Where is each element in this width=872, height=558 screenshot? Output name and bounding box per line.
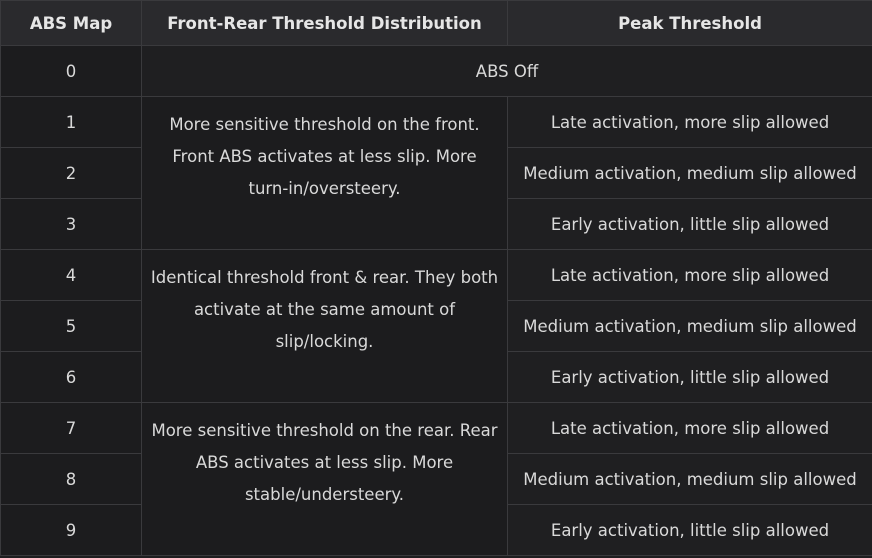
- abs-map-value: 5: [1, 301, 142, 352]
- peak-threshold-cell: Early activation, little slip allowed: [508, 352, 872, 403]
- abs-map-value: 3: [1, 199, 142, 250]
- table-row: [1, 403, 872, 454]
- peak-threshold-cell: Medium activation, medium slip allowed: [508, 148, 872, 199]
- abs-map-value: 6: [1, 352, 142, 403]
- abs-map-value: 7: [1, 403, 142, 454]
- header-row: [1, 1, 872, 46]
- peak-threshold-cell: Late activation, more slip allowed: [508, 97, 872, 148]
- table-row: [1, 46, 872, 97]
- peak-threshold-cell: Early activation, little slip allowed: [508, 505, 872, 556]
- peak-threshold-cell: Early activation, little slip allowed: [508, 199, 872, 250]
- header-distribution: Front-Rear Threshold Distribution: [142, 1, 508, 46]
- distribution-cell: More sensitive threshold on the rear. Rear ABS activates at less slip. More stable/understeery.: [142, 403, 508, 556]
- abs-map-value: 0: [1, 46, 142, 97]
- distribution-cell: Identical threshold front & rear. They both activate at the same amount of slip/locking.: [142, 250, 508, 403]
- header-abs-map: ABS Map: [1, 1, 142, 46]
- table-row: [1, 250, 872, 301]
- peak-threshold-cell: Late activation, more slip allowed: [508, 250, 872, 301]
- peak-threshold-cell: Medium activation, medium slip allowed: [508, 301, 872, 352]
- abs-map-value: 4: [1, 250, 142, 301]
- table-row: [1, 97, 872, 148]
- abs-map-value: 8: [1, 454, 142, 505]
- distribution-cell: More sensitive threshold on the front. Front ABS activates at less slip. More turn-in/oversteery.: [142, 97, 508, 250]
- abs-map-value: 1: [1, 97, 142, 148]
- peak-threshold-cell: Medium activation, medium slip allowed: [508, 454, 872, 505]
- header-peak-threshold: Peak Threshold: [508, 1, 872, 46]
- abs-map-value: 9: [1, 505, 142, 556]
- abs-off-cell: ABS Off: [142, 46, 872, 97]
- abs-map-value: 2: [1, 148, 142, 199]
- peak-threshold-cell: Late activation, more slip allowed: [508, 403, 872, 454]
